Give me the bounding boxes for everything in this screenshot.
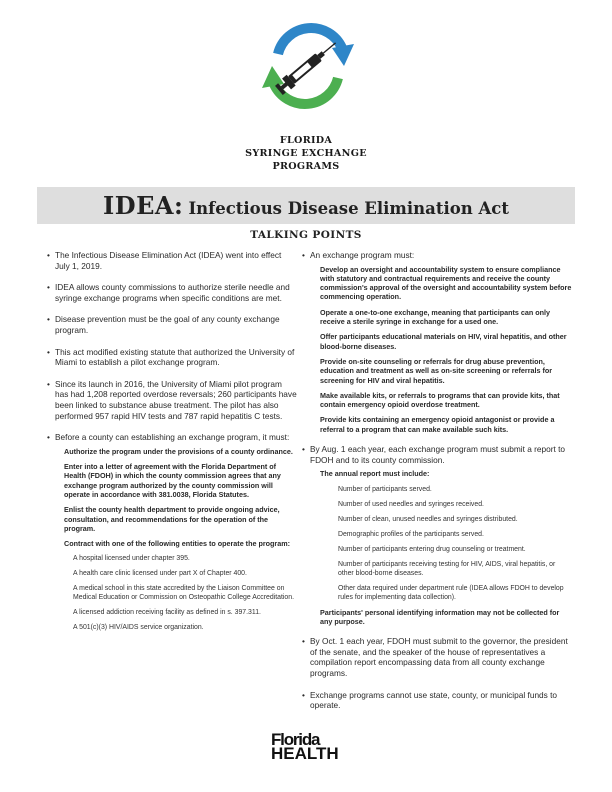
program-title-line: PROGRAMS: [272, 161, 340, 172]
requirement-item: Operate a one-to-one exchange, meaning that participants can only receive a sterile syringe in exchange for a used one.: [320, 307, 551, 327]
left-column: [55, 250, 297, 638]
report-item: Number of clean, unused needles and syringes distributed.: [338, 515, 518, 523]
bullet-point: • IDEA allows county commissions to authorize sterile needle and syringe exchange programs when specific conditions are met.: [55, 282, 297, 303]
bullet-point: • By Aug. 1 each year, each exchange program must submit a report to FDOH and to its county commission.: [310, 444, 572, 465]
bullet-point: • Disease prevention must be the goal of any county exchange program.: [55, 314, 297, 335]
program-title-line: SYRINGE EXCHANGE: [245, 148, 367, 159]
program-title-line: FLORIDA: [279, 135, 333, 146]
requirement-item: Offer participants educational materials on HIV, viral hepatitis, and other blood-borne diseases.: [320, 332, 567, 351]
bullet-point: • This act modified existing statute that authorized the University of Miami to establish a pilot exchange program.: [55, 347, 297, 368]
footer-logo-line: Florida: [271, 730, 320, 749]
requirement-item: Enter into a letter of agreement with the Florida Department of Health (FDOH) in which the county commission agrees that any exchange program authorized by the county commission will operate in accordance with 381.0038, Florida Statutes.: [64, 462, 281, 499]
florida-health-logo: [271, 731, 341, 767]
requirement-item: Enlist the county health department to provide ongoing advice, consultation, and recommendations for the operation of the program.: [64, 505, 280, 533]
title-main: IDEA:: [103, 191, 184, 220]
bullet-point: • Since its launch in 2016, the University of Miami pilot program has had 1,208 reported overdose reversals; 260 participants have been linked to substance abuse treatment. The pilot has also performed 957 rapid HIV tests and 787 rapid hepatitis C tests.: [55, 379, 297, 421]
entity-item: A health care clinic licensed under part X of Chapter 400.: [73, 570, 247, 578]
report-item: Number of participants receiving testing for HIV, AIDS, viral hepatitis, or other blood-borne diseases.: [338, 560, 556, 577]
report-item: Number of participants entering drug counseling or treatment.: [338, 545, 526, 553]
bullet-point: • An exchange program must:: [310, 250, 572, 261]
bullet-point: • By Oct. 1 each year, FDOH must submit to the governor, the president of the senate, and the speaker of the house of representatives a compilation report encompassing data from all county exchange programs.: [310, 636, 572, 678]
bullet-point: • Exchange programs cannot use state, county, or municipal funds to operate.: [310, 690, 572, 711]
entity-item: A 501(c)(3) HIV/AIDS service organization.: [73, 624, 204, 632]
bullet-point: • Before a county can establishing an exchange program, it must:: [55, 432, 297, 443]
report-item: Demographic profiles of the participants served.: [338, 530, 484, 538]
entity-item: A hospital licensed under chapter 395.: [73, 555, 190, 563]
title-rest: Infectious Disease Elimination Act: [188, 199, 509, 218]
requirement-item: Provide on-site counseling or referrals for drug abuse prevention, education and treatment as well as on-site screening or referrals for screening for HIV and viral hepatitis.: [320, 356, 553, 385]
requirement-item: Contract with one of the following entities to operate the program:: [64, 539, 291, 549]
requirement-item: Make available kits, or referrals to programs that can provide kits, that contain emergency opioid overdose treatment.: [320, 390, 560, 410]
report-item: Number of used needles and syringes received.: [338, 500, 484, 508]
requirement-item: Develop an oversight and accountability system to ensure compliance with statutory and contractual requirements and receive the county commission's approval of the oversight and accountability system before commencing operation.: [320, 264, 572, 302]
report-item: Number of participants served.: [338, 485, 432, 493]
bullet-point: • The Infectious Disease Elimination Act (IDEA) went into effect July 1, 2019.: [55, 250, 297, 271]
entity-item: A medical school in this state accredited by the Liaison Committee on Medical Education or Commission on Osteopathic College Accreditation.: [73, 585, 294, 602]
title-banner: [37, 187, 575, 224]
program-title: [0, 134, 612, 173]
syringe-exchange-logo-icon: [256, 14, 360, 118]
report-heading: The annual report must include:: [320, 469, 430, 479]
report-item: Other data required under department rule (IDEA allows FDOH to develop rules for implementing data collection).: [338, 584, 564, 601]
section-heading: TALKING POINTS: [250, 229, 362, 241]
requirement-item: Provide kits containing an emergency opioid antagonist or provide a referral to a program that can make available such kits.: [320, 415, 555, 434]
entity-item: A licensed addiction receiving facility as defined in s. 397.311.: [73, 609, 261, 617]
privacy-note: Participants' personal identifying information may not be collected for any purpose.: [320, 607, 560, 626]
requirement-item: Authorize the program under the provisions of a county ordinance.: [64, 446, 293, 456]
footer-logo-line: HEALTH: [271, 744, 339, 763]
right-column: [310, 250, 572, 722]
